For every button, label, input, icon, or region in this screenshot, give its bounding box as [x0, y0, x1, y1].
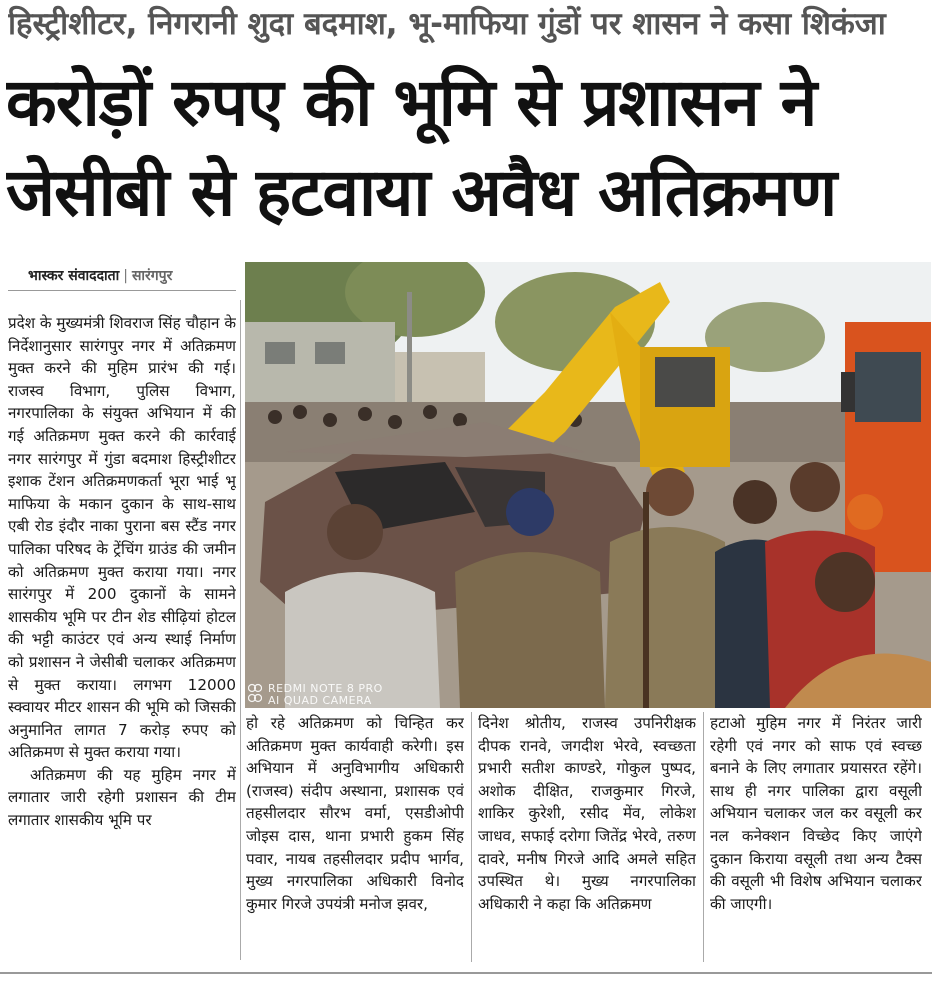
- byline: [28, 266, 172, 290]
- camera-watermark: [268, 683, 383, 707]
- column-divider: [240, 300, 241, 960]
- byline-place: सारंगपुर: [131, 268, 173, 284]
- byline-author: भास्कर संवाददाता: [28, 268, 120, 284]
- watermark-line-1: REDMI NOTE 8 PRO: [268, 682, 383, 695]
- column-divider: [703, 712, 704, 962]
- article-paragraph: अतिक्रमण की यह मुहिम नगर में लगातार जारी रहेगी प्रशासन की टीम लगातार शासकीय भूमि पर: [8, 765, 236, 830]
- watermark-line-2: AI QUAD CAMERA: [268, 694, 372, 707]
- article-paragraph: दिनेश श्रोतीय, राजस्व उपनिरीक्षक दीपक रानवे, जगदीश भेरवे, स्वच्छता प्रभारी सतीश काण्डरे, गोकुल पुष्पद, अशोक दीक्षित, राजकुमार गिरजे, शाकिर कुरेशी, रसीद मेंव, लोकेश जाधव, सफाई दरोगा जितेंद्र भेरवे, तरुण दावरे, मनीष गिरजे आदि अमले सहित उपस्थित थे। मुख्य नगरपालिका अधिकारी ने कहा कि अतिक्रमण: [478, 714, 696, 913]
- byline-separator: |: [123, 268, 128, 284]
- article-column-2: [246, 712, 464, 962]
- headline-line-1: करोड़ों रुपए की भूमि से प्रशासन ने: [6, 64, 817, 141]
- article-paragraph: हो रहे अतिक्रमण को चिन्हित कर अतिक्रमण मुक्त कार्यवाही करेगी। इस अभियान में अनुविभागीय अधिकारी (राजस्व) संदीप अस्थाना, प्रशासक एवं तहसीलदार सौरभ वर्मा, एसडीओपी जोइस दास, थाना प्रभारी हुकम सिंह पवार, नायब तहसीलदार प्रदीप भार्गव, मुख्य नगरपालिका अधिकारी विनोद कुमार गिरजे उपयंत्री मनोज झवर,: [246, 714, 464, 913]
- bottom-rule: [0, 972, 932, 974]
- news-photo: [245, 262, 931, 708]
- column-divider: [471, 712, 472, 962]
- headline-line-2: जेसीबी से हटवाया अवैध अतिक्रमण: [6, 154, 837, 231]
- article-paragraph: हटाओ मुहिम नगर में निरंतर जारी रहेगी एवं नगर को साफ एवं स्वच्छ बनाने के लिए लगातार प्रयासरत रहेंगे। साथ ही नगर पालिका द्वारा वसूली अभियान चलाकर जल कर वसूली कर नल कनेक्शन विच्छेद किए जाएंगे दुकान किराया वसूली तथा अन्य टैक्स की वसूली भी विशेष अभियान चलाकर की जाएगी।: [710, 714, 922, 913]
- kicker-headline: हिस्ट्रीशीटर, निगरानी शुदा बदमाश, भू-माफिया गुंडों पर शासन ने कसा शिकंजा: [8, 6, 886, 42]
- article-column-3: [478, 712, 696, 962]
- main-headline: [6, 58, 926, 238]
- article-column-4: [710, 712, 922, 962]
- byline-rule: [8, 290, 236, 291]
- photo-illustration: [245, 262, 931, 708]
- camera-watermark-icon: [248, 683, 262, 707]
- article-column-1: [8, 312, 236, 962]
- article-paragraph: प्रदेश के मुख्यमंत्री शिवराज सिंह चौहान के निर्देशानुसार सारंगपुर नगर में अतिक्रमण मुक्त करने की मुहिम प्रारंभ की गई। राजस्व विभाग, पुलिस विभाग, नगरपालिका के संयुक्त अभियान में की गई अतिक्रमण मुक्त करने की कार्रवाई नगर सारंगपुर में गुंडा बदमाश हिस्ट्रीशीटर इशाक टेंशन अतिक्रमणकर्ता भूरा भाई भू माफिया के मकान दुकान के साथ-साथ एबी रोड इंदौर नाका पुराना बस स्टैंड नगर पालिका परिषद के ट्रेंचिंग ग्राउंड की जमीन को अतिक्रमण मुक्त कराया गया। नगर सारंगपुर में 200 दुकानों के सामने शासकीय भूमि पर टीन शेड सीढ़ियां होटल की भट्टी काउंटर एवं अन्य स्थाई निर्माण को प्रशासन ने जेसीबी चलाकर अतिक्रमण से मुक्त कराया। लगभग 12000 स्क्वायर मीटर शासन की भूमि को जिसकी अनुमानित लागत 7 करोड़ रुपए को अतिक्रमण से मुक्त कराया गया।: [8, 314, 236, 762]
